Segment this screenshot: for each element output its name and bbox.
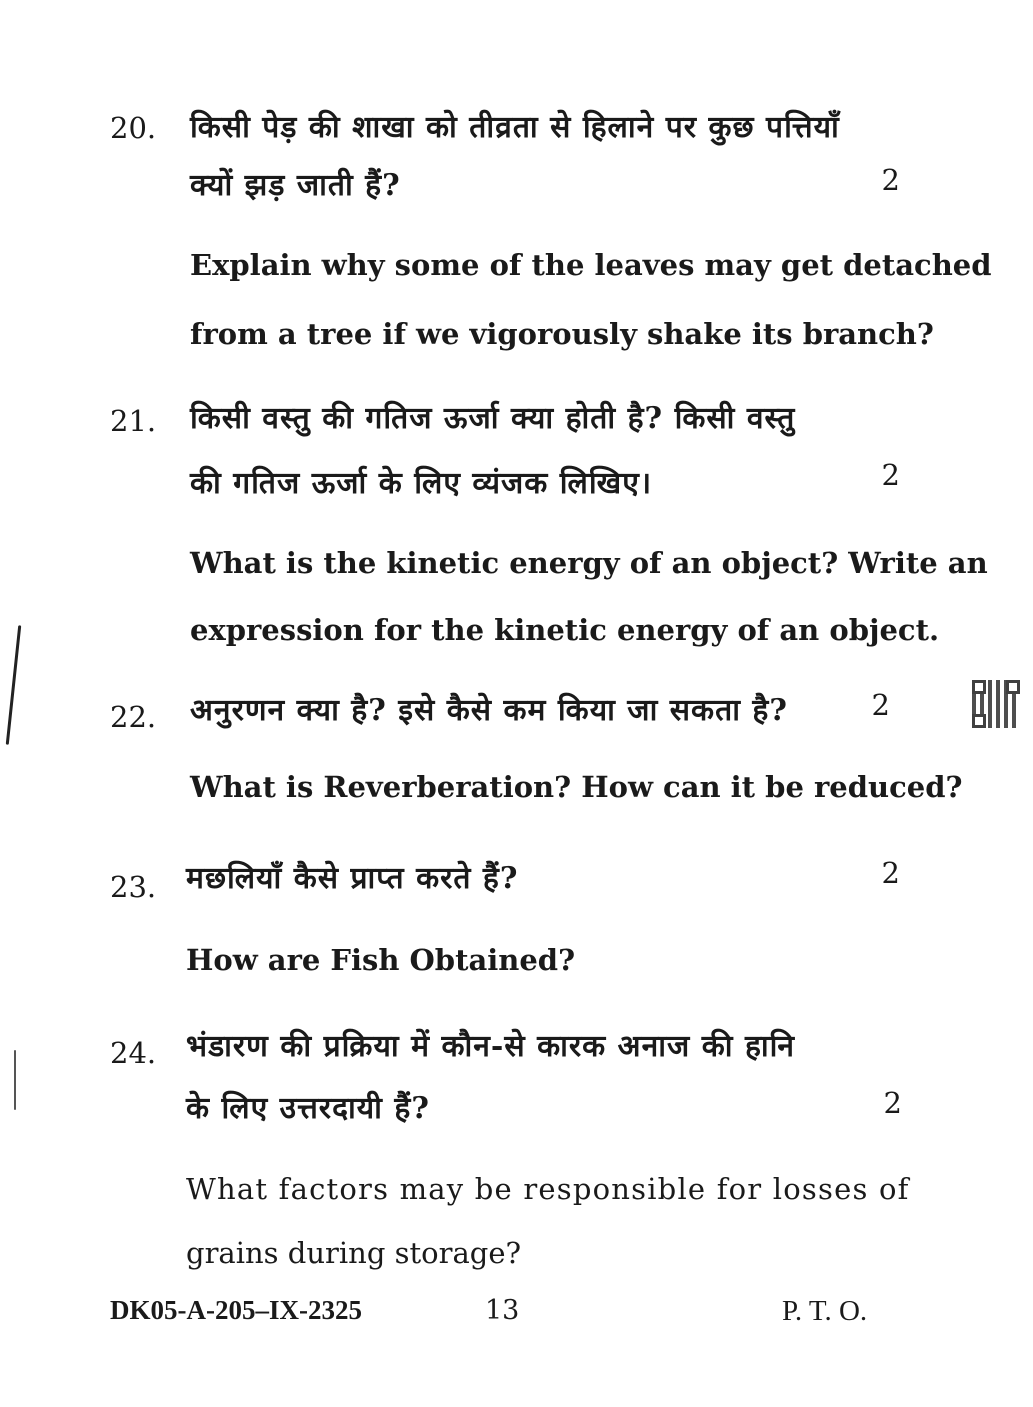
scan-margin-mark — [6, 625, 22, 745]
question-marks: 2 — [871, 688, 890, 722]
qr-code-icon — [972, 680, 1020, 728]
paper-code: DK05-A-205–IX-2325 — [110, 1295, 362, 1325]
question-hindi-line: के लिए उत्तरदायी हैं? — [186, 1091, 430, 1126]
question-english-line: What factors may be responsible for losses of — [186, 1172, 910, 1206]
question-english-line: expression for the kinetic energy of an object. — [190, 613, 940, 647]
page-number: 13 — [485, 1295, 520, 1326]
question-number: 22. — [110, 700, 157, 734]
please-turn-over: P. T. O. — [782, 1295, 868, 1327]
question-english-line: Explain why some of the leaves may get detached — [190, 248, 992, 282]
question-number: 20. — [110, 111, 157, 145]
question-hindi-line: क्यों झड़ जाती हैं? — [190, 168, 401, 203]
question-english-line: from a tree if we vigorously shake its branch? — [190, 317, 934, 351]
question-marks: 2 — [881, 856, 900, 890]
scan-margin-mark — [14, 1050, 16, 1110]
question-hindi-line: किसी वस्तु की गतिज ऊर्जा क्या होती है? किसी वस्तु — [190, 401, 796, 436]
question-marks: 2 — [881, 163, 900, 197]
question-marks: 2 — [883, 1086, 902, 1120]
question-english-line: grains during storage? — [186, 1236, 522, 1270]
question-number: 24. — [110, 1036, 157, 1070]
question-hindi-line: किसी पेड़ की शाखा को तीव्रता से हिलाने पर कुछ पत्तियाँ — [190, 110, 840, 145]
question-hindi-line: भंडारण की प्रक्रिया में कौन-से कारक अनाज की हानि — [186, 1029, 796, 1064]
question-english-line: What is Reverberation? How can it be reduced? — [190, 770, 963, 804]
question-marks: 2 — [881, 458, 900, 492]
question-english-line: How are Fish Obtained? — [186, 943, 576, 977]
question-english-line: What is the kinetic energy of an object? Write an — [190, 546, 988, 580]
question-number: 21. — [110, 404, 157, 438]
question-hindi-line: अनुरणन क्या है? इसे कैसे कम किया जा सकता है? — [190, 693, 788, 728]
question-number: 23. — [110, 870, 157, 904]
question-hindi-line: मछलियाँ कैसे प्राप्त करते हैं? — [186, 861, 519, 896]
question-hindi-line: की गतिज ऊर्जा के लिए व्यंजक लिखिए। — [190, 466, 653, 501]
